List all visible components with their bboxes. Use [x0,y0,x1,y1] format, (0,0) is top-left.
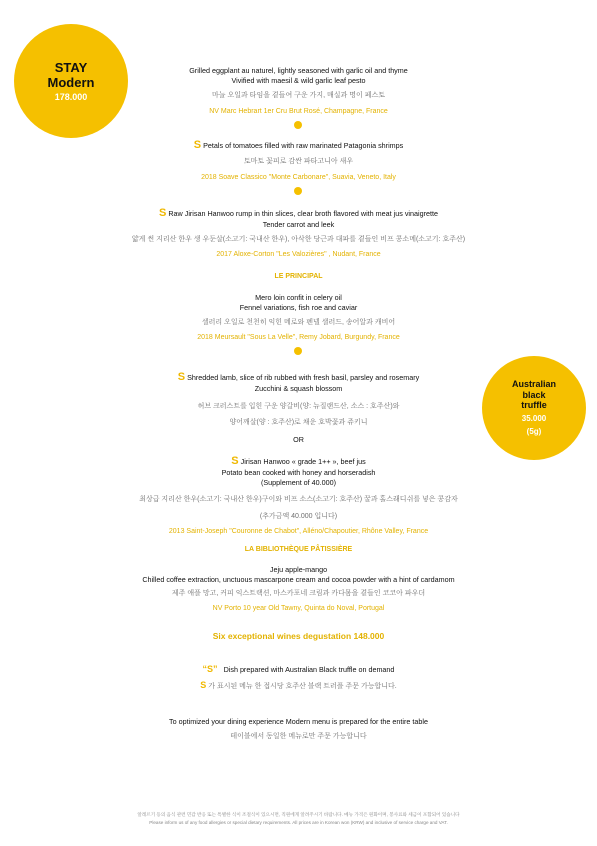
truffle-s-mark: S [177,371,186,383]
truffle-note-en-text: Dish prepared with Australian Black truffle on demand [223,665,395,674]
course3-wine: 2017 Aloxe-Corton "Les Valozières" , Nudant, France [216,251,381,258]
truffle-s-mark: S [193,139,202,151]
course6-ko-line2: (추가금액 40.000 입니다) [259,513,338,520]
table-note-en: To optimized your dining experience Modern menu is prepared for the entire table [169,717,428,726]
truffle-badge-line1: Australian [511,379,556,390]
course2-en-text: Petals of tomatoes filled with raw marinated Patagonia shrimps [203,141,404,150]
course1-ko: 마늘 오일과 타임을 곁들여 구운 가지, 매실과 명이 페스토 [211,92,386,99]
table-note-ko: 테이블에서 동일한 메뉴로만 주문 가능합니다 [230,733,367,740]
course7-ko: 제주 애플 망고, 커피 익스트랙션, 마스카포네 크림과 카다몸을 곁들인 코코아 파우더 [171,590,426,597]
truffle-badge-line2: black [522,389,546,400]
course7-en-line2: Chilled coffee extraction, unctuous mascarpone cream and cocoa powder with a hint of cardamom [142,575,455,584]
course4-en-line2: Fennel variations, fish roe and caviar [239,303,358,312]
course1-wine: NV Marc Hebrart 1er Cru Brut Rosé, Champagne, France [209,108,388,115]
course7-wine: NV Porto 10 year Old Tawny, Quinta do Noval, Portugal [212,605,385,612]
course5-en-line1 [0,371,597,383]
badge-title-line2: Modern [47,75,95,90]
course1-en-line1: Grilled eggplant au naturel, lightly seasoned with garlic oil and thyme [189,66,408,75]
truffle-s-mark: S [200,680,207,690]
course3-en-line2: Tender carrot and leek [262,220,335,229]
truffle-s-mark: S [231,455,239,467]
course3-en-text: Raw Jirisan Hanwoo rump in thin slices, clear broth flavored with meat jus vinaigrette [168,209,438,218]
course6-wine: 2013 Saint-Joseph "Couronne de Chabot", Alléno/Chapoutier, Rhône Valley, France [168,528,429,535]
course5-ko-line1: 허브 크러스트를 입힌 구운 양갈비(양: 뉴질랜드산, 소스 : 호주산)와 [197,403,400,410]
truffle-note-en [0,664,597,674]
footer-ko: 알레르기 등의 음식 관련 민감 반응 또는 특별한 식이 조절식이 있으시면, 직원에게 알려주시기 바랍니다. 메뉴 가격은 원화이며, 봉사료와 세금이 포함되어 있습니다 [137,812,460,817]
section-le-principal: LE PRINCIPAL [274,273,323,280]
course4-ko: 셀러리 오일로 천천히 익힌 메로와 펜넬 샐러드, 송어알과 캐비어 [201,319,396,326]
truffle-s-quoted: “S” [202,664,218,674]
truffle-badge-line3: truffle [521,400,547,411]
course5-en-text: Shredded lamb, slice of rib rubbed with fresh basil, parsley and rosemary [187,373,420,382]
course7-en-line1: Jeju apple-mango [269,565,328,574]
course6-ko-line1: 최상급 지리산 한우(소고기: 국내산 한우)구이와 비프 소스(소고기: 호주산) 꿀과 홀스래디쉬를 넣은 콩감자 [139,496,458,503]
course5-ko-line2: 양어깨살(양 : 호주산)로 채운 호박꽃과 쥬키니 [229,419,368,426]
course4-en-line1: Mero loin confit in celery oil [255,293,342,302]
truffle-note-ko [0,680,597,691]
course2-wine: 2018 Soave Classico "Monte Carbonare", Suavia, Veneto, Italy [201,174,396,181]
course6-en-line2: Potato bean cooked with honey and horseradish [221,468,376,477]
separator-dot [294,121,302,129]
truffle-s-mark: S [159,207,167,219]
course5-en-line2: Zucchini & squash blossom [254,384,343,393]
course2-en [0,139,597,151]
badge-title-line1: STAY [54,60,88,75]
course6-en-line1 [0,455,597,467]
footer-en: Please inform us of any food allergies or special dietary requirements. All prices are in Korean won (KRW) and inclusive of service charge and VAT. [149,820,448,825]
course6-en-line3: (Supplement of 40.000) [260,478,337,487]
wine-pairing-price: Six exceptional wines degustation 148.000 [212,631,385,641]
separator-dot [294,347,302,355]
or-divider: OR [293,435,304,444]
truffle-note-ko-text: 가 표시된 메뉴 한 접시당 호주산 블랙 트러플 주문 가능합니다. [208,683,397,690]
course3-en-line1 [0,207,597,219]
separator-dot [294,187,302,195]
course4-wine: 2018 Meursault "Sous La Velle", Remy Jobard, Burgundy, France [197,334,400,341]
section-bibliotheque-patissiere: LA BIBLIOTHÈQUE PÂTISSIÈRE [244,546,353,553]
course3-ko: 얇게 썬 지리산 한우 생 우둔살(소고기: 국내산 한우), 아삭한 당근과 대파를 곁들인 비프 콩소메(소고기: 호주산) [131,236,466,243]
truffle-badge-price: 35.000 [521,413,547,423]
truffle-badge-unit: (5g) [526,426,542,436]
badge-price: 178.000 [54,92,88,102]
course2-ko: 토마토 꽃피로 감싼 파타고니아 새우 [243,158,354,165]
course6-en-text: Jirisan Hanwoo « grade 1++ », beef jus [240,457,366,466]
course1-en-line2: Vivified with maesil & wild garlic leaf pesto [231,76,366,85]
